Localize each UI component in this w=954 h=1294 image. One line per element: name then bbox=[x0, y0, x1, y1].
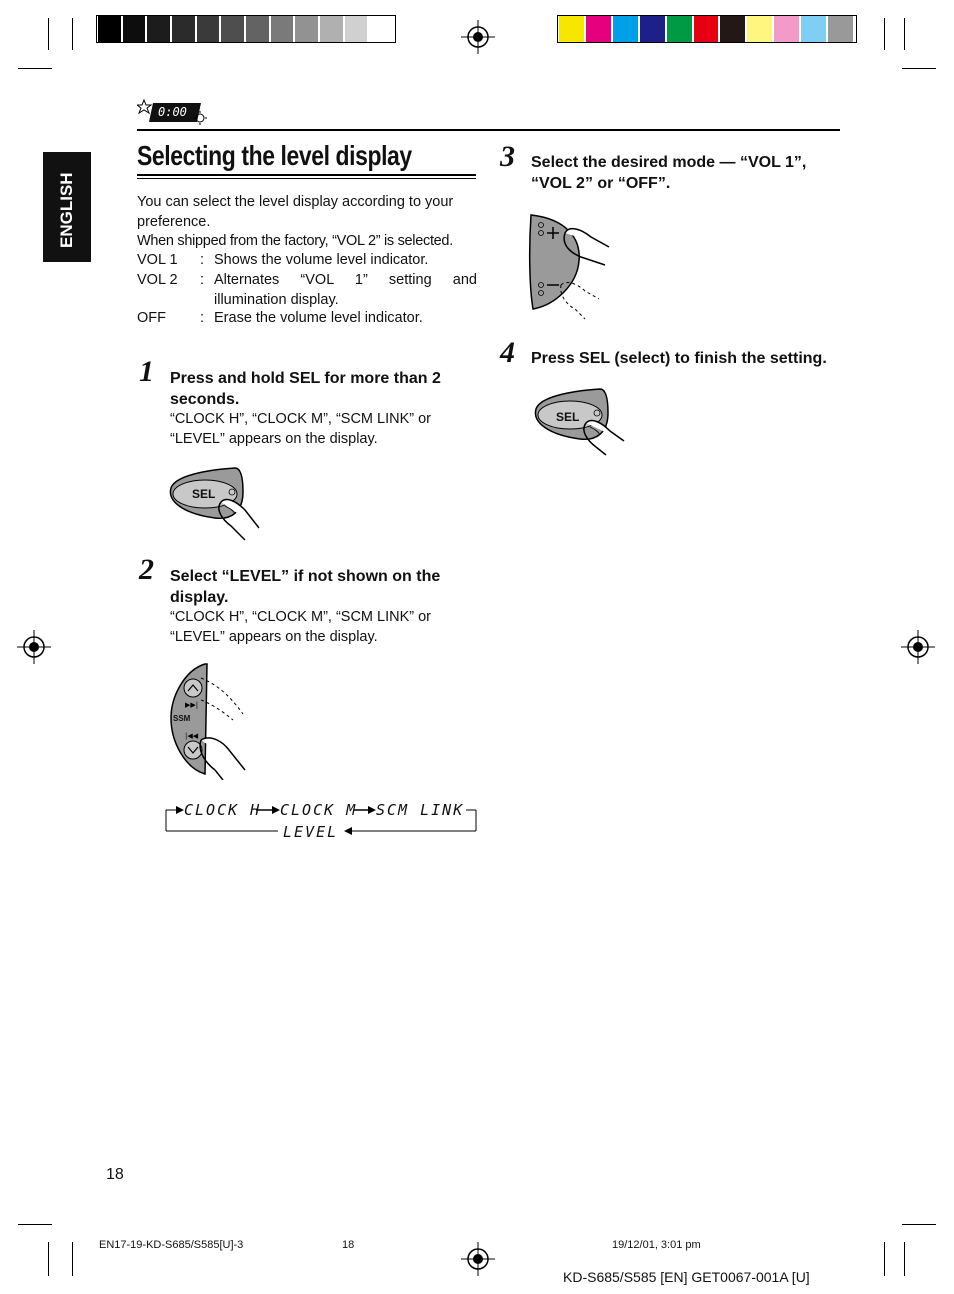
registration-mark-top-icon bbox=[461, 20, 495, 54]
step-3-title: Select the desired mode — “VOL 1”, “VOL 2” or “OFF”. bbox=[531, 154, 807, 192]
calibration-swatch bbox=[801, 16, 826, 42]
option-sep-off: : bbox=[200, 310, 205, 326]
volume-button-illustration bbox=[525, 205, 615, 320]
sel-button-finish-label: SEL bbox=[556, 410, 580, 424]
header-rule bbox=[137, 129, 840, 131]
calibration-swatch bbox=[197, 16, 220, 42]
calibration-swatch bbox=[640, 16, 665, 42]
lcd-clock-h: CLOCK H bbox=[184, 801, 262, 819]
calibration-swatch bbox=[586, 16, 611, 42]
sel-button-label: SEL bbox=[192, 487, 216, 501]
step-1-number: 1 bbox=[139, 355, 154, 388]
step-4-title: Press SEL (select) to finish the setting. bbox=[531, 350, 827, 367]
calibration-swatch bbox=[613, 16, 638, 42]
sel-button-illustration bbox=[165, 462, 265, 542]
svg-text:▶▶|: ▶▶| bbox=[185, 701, 199, 709]
footer-date: 19/12/01, 3:01 pm bbox=[612, 1239, 701, 1251]
option-key-vol1: VOL 1 bbox=[137, 252, 178, 268]
clock-icon-text: 0:00 bbox=[158, 105, 187, 119]
svg-text:|◀◀: |◀◀ bbox=[185, 732, 199, 740]
step-2-title: Select “LEVEL” if not shown on the display. bbox=[170, 568, 441, 606]
language-tab-label: ENGLISH bbox=[57, 172, 76, 248]
calibration-swatch bbox=[123, 16, 146, 42]
language-tab bbox=[43, 152, 91, 262]
title-rule-thin bbox=[137, 178, 476, 179]
step-1-title: Press and hold SEL for more than 2 seconds. bbox=[170, 370, 441, 408]
option-desc-vol2: Alternates “VOL 1” setting and illumination display. bbox=[214, 272, 477, 308]
calibration-swatch bbox=[147, 16, 170, 42]
calibration-swatch bbox=[295, 16, 318, 42]
step-4-number: 4 bbox=[500, 336, 515, 369]
lcd-level: LEVEL bbox=[283, 823, 339, 841]
footer-file: EN17-19-KD-S685/S585[U]-3 bbox=[99, 1239, 244, 1251]
page-title: Selecting the level display bbox=[137, 140, 412, 171]
option-key-vol2: VOL 2 bbox=[137, 272, 178, 288]
calibration-swatch bbox=[271, 16, 294, 42]
step-2-note: “CLOCK H”, “CLOCK M”, “SCM LINK” or “LEVEL” appears on the display. bbox=[170, 609, 432, 645]
calibration-swatch bbox=[320, 16, 343, 42]
lcd-scm-link: SCM LINK bbox=[376, 801, 465, 819]
calibration-swatch bbox=[345, 16, 368, 42]
calibration-swatch bbox=[694, 16, 719, 42]
option-key-off: OFF bbox=[137, 310, 166, 326]
ssm-label: SSM bbox=[173, 714, 191, 723]
option-desc-off: Erase the volume level indicator. bbox=[214, 310, 423, 326]
calibration-swatch bbox=[828, 16, 853, 42]
option-sep-vol2: : bbox=[200, 272, 205, 288]
registration-mark-right-icon bbox=[901, 630, 935, 664]
step-1-note: “CLOCK H”, “CLOCK M”, “SCM LINK” or “LEVEL” appears on the display. bbox=[170, 411, 432, 447]
sel-button-finish-illustration bbox=[530, 385, 630, 460]
calibration-swatch bbox=[172, 16, 195, 42]
footer-page: 18 bbox=[342, 1239, 355, 1251]
page-number: 18 bbox=[106, 1166, 124, 1183]
calibration-swatch bbox=[221, 16, 244, 42]
step-2-number: 2 bbox=[139, 553, 154, 586]
option-sep-vol1: : bbox=[200, 252, 205, 268]
calibration-swatch bbox=[720, 16, 745, 42]
lcd-clock-m: CLOCK M bbox=[280, 801, 358, 819]
title-rule-thick bbox=[137, 174, 476, 176]
intro-factory-note: When shipped from the factory, “VOL 2” is selected. bbox=[137, 233, 453, 249]
calibration-swatch bbox=[747, 16, 772, 42]
footer-model: KD-S685/S585 [EN] GET0067-001A [U] bbox=[563, 1269, 810, 1285]
option-desc-vol1: Shows the volume level indicator. bbox=[214, 252, 429, 268]
calibration-swatch bbox=[246, 16, 269, 42]
calibration-swatch bbox=[559, 16, 584, 42]
calibration-swatch bbox=[774, 16, 799, 42]
registration-mark-bottom-icon bbox=[461, 1242, 495, 1276]
registration-mark-left-icon bbox=[17, 630, 51, 664]
calibration-swatch bbox=[98, 16, 121, 42]
calibration-swatch bbox=[369, 16, 392, 42]
intro-paragraph: You can select the level display according to your preference. bbox=[137, 194, 454, 230]
step-3-number: 3 bbox=[500, 140, 515, 173]
calibration-swatch bbox=[667, 16, 692, 42]
